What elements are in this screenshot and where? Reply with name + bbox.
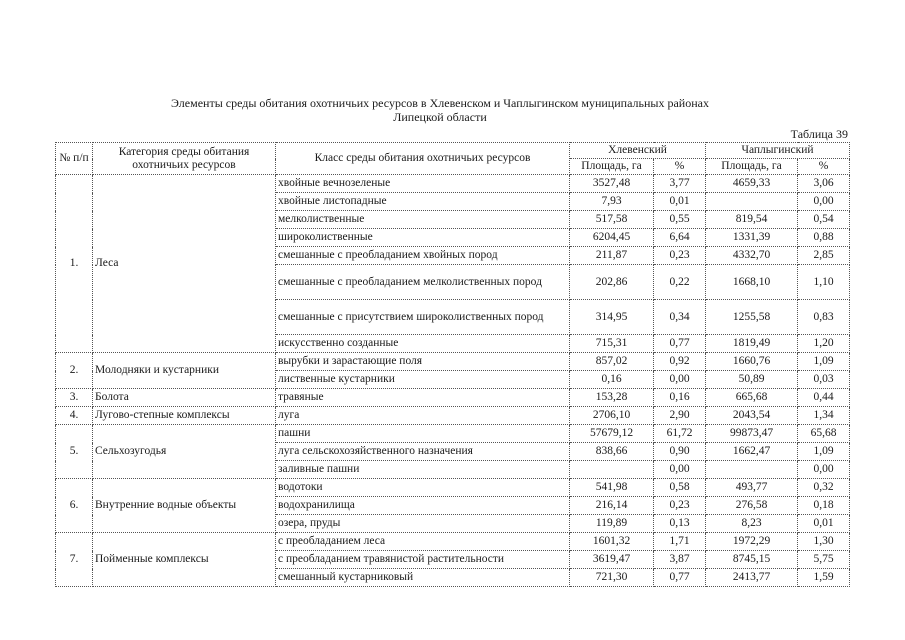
pct-chaplyginsky: 1,34: [798, 407, 850, 425]
pct-chaplyginsky: 0,83: [798, 300, 850, 335]
pct-chaplyginsky: 0,54: [798, 211, 850, 229]
habitat-class: травяные: [276, 389, 570, 407]
area-chaplyginsky: 493,77: [706, 479, 798, 497]
table-row: [56, 389, 850, 407]
area-chaplyginsky: 1972,29: [706, 533, 798, 551]
area-khlevensky: 3527,48: [570, 175, 654, 193]
habitat-class: водохранилища: [276, 497, 570, 515]
table-row: [56, 425, 850, 443]
habitat-class: вырубки и зарастающие поля: [276, 353, 570, 371]
header-class: Класс среды обитания охотничьих ресурсов: [276, 143, 570, 175]
pct-khlevensky: 0,23: [654, 497, 706, 515]
pct-chaplyginsky: 0,00: [798, 193, 850, 211]
area-chaplyginsky: [706, 193, 798, 211]
pct-chaplyginsky: 0,44: [798, 389, 850, 407]
habitat-class: смешанный кустарниковый: [276, 569, 570, 587]
area-khlevensky: 314,95: [570, 300, 654, 335]
area-khlevensky: 517,58: [570, 211, 654, 229]
area-chaplyginsky: 4332,70: [706, 247, 798, 265]
pct-khlevensky: 0,22: [654, 265, 706, 300]
habitat-class: широколиственные: [276, 229, 570, 247]
page-title: [80, 96, 800, 124]
area-khlevensky: 838,66: [570, 443, 654, 461]
area-khlevensky: 202,86: [570, 265, 654, 300]
area-khlevensky: 216,14: [570, 497, 654, 515]
area-chaplyginsky: 8,23: [706, 515, 798, 533]
header-no: № п/п: [56, 143, 93, 175]
habitat-class: заливные пашни: [276, 461, 570, 479]
pct-khlevensky: 0,77: [654, 335, 706, 353]
area-khlevensky: 1601,32: [570, 533, 654, 551]
pct-chaplyginsky: 65,68: [798, 425, 850, 443]
area-chaplyginsky: 50,89: [706, 371, 798, 389]
area-khlevensky: 6204,45: [570, 229, 654, 247]
table-row: [56, 533, 850, 551]
habitat-class: смешанные с присутствием широколиственных пород: [276, 300, 570, 335]
header-district-chaplyginsky: Чаплыгинский: [706, 143, 850, 159]
pct-khlevensky: 0,58: [654, 479, 706, 497]
pct-chaplyginsky: 0,01: [798, 515, 850, 533]
group-category: Пойменные комплексы: [93, 533, 276, 587]
pct-chaplyginsky: 5,75: [798, 551, 850, 569]
header-category: Категория среды обитания охотничьих ресурсов: [93, 143, 276, 175]
pct-chaplyginsky: 1,59: [798, 569, 850, 587]
pct-khlevensky: 0,00: [654, 461, 706, 479]
table-body: [56, 175, 850, 587]
pct-chaplyginsky: 0,03: [798, 371, 850, 389]
habitat-class: хвойные листопадные: [276, 193, 570, 211]
pct-khlevensky: 3,77: [654, 175, 706, 193]
area-khlevensky: 2706,10: [570, 407, 654, 425]
pct-chaplyginsky: 0,88: [798, 229, 850, 247]
area-chaplyginsky: 1668,10: [706, 265, 798, 300]
pct-khlevensky: 61,72: [654, 425, 706, 443]
habitat-class: лиственные кустарники: [276, 371, 570, 389]
area-khlevensky: 153,28: [570, 389, 654, 407]
habitat-class: смешанные с преобладанием мелколиственных пород: [276, 265, 570, 300]
pct-khlevensky: 0,90: [654, 443, 706, 461]
group-number: 4.: [56, 407, 93, 425]
group-number: 7.: [56, 533, 93, 587]
group-category: Сельхозугодья: [93, 425, 276, 479]
table-row: [56, 479, 850, 497]
area-chaplyginsky: 1331,39: [706, 229, 798, 247]
group-number: 1.: [56, 175, 93, 353]
pct-khlevensky: 0,92: [654, 353, 706, 371]
area-khlevensky: 541,98: [570, 479, 654, 497]
area-khlevensky: 857,02: [570, 353, 654, 371]
group-number: 3.: [56, 389, 93, 407]
pct-chaplyginsky: 0,18: [798, 497, 850, 515]
header-pct-2: %: [798, 159, 850, 175]
pct-khlevensky: 0,23: [654, 247, 706, 265]
pct-chaplyginsky: 0,32: [798, 479, 850, 497]
area-chaplyginsky: 4659,33: [706, 175, 798, 193]
header-pct-1: %: [654, 159, 706, 175]
habitat-class: смешанные с преобладанием хвойных пород: [276, 247, 570, 265]
pct-khlevensky: 3,87: [654, 551, 706, 569]
pct-khlevensky: 1,71: [654, 533, 706, 551]
pct-chaplyginsky: 2,85: [798, 247, 850, 265]
pct-khlevensky: 2,90: [654, 407, 706, 425]
group-number: 2.: [56, 353, 93, 389]
pct-chaplyginsky: 1,30: [798, 533, 850, 551]
area-khlevensky: 715,31: [570, 335, 654, 353]
area-khlevensky: 0,16: [570, 371, 654, 389]
habitat-class: с преобладанием леса: [276, 533, 570, 551]
pct-chaplyginsky: 3,06: [798, 175, 850, 193]
pct-khlevensky: 0,55: [654, 211, 706, 229]
pct-khlevensky: 6,64: [654, 229, 706, 247]
pct-chaplyginsky: 1,09: [798, 353, 850, 371]
area-khlevensky: 7,93: [570, 193, 654, 211]
pct-khlevensky: 0,01: [654, 193, 706, 211]
area-khlevensky: [570, 461, 654, 479]
header-area-1: Площадь, га: [570, 159, 654, 175]
group-category: Внутренние водные объекты: [93, 479, 276, 533]
habitat-class: луга: [276, 407, 570, 425]
habitat-class: луга сельскохозяйственного назначения: [276, 443, 570, 461]
area-chaplyginsky: [706, 461, 798, 479]
table-row: [56, 353, 850, 371]
header-district-khlevensky: Хлевенский: [570, 143, 706, 159]
pct-chaplyginsky: 0,00: [798, 461, 850, 479]
area-chaplyginsky: 1660,76: [706, 353, 798, 371]
area-khlevensky: 721,30: [570, 569, 654, 587]
area-khlevensky: 119,89: [570, 515, 654, 533]
table-row: [56, 175, 850, 193]
table-number: Таблица 39: [790, 127, 848, 141]
title-line-1: Элементы среды обитания охотничьих ресурсов в Хлевенском и Чаплыгинском муниципальных районах: [171, 96, 709, 110]
habitat-class: хвойные вечнозеленые: [276, 175, 570, 193]
pct-khlevensky: 0,16: [654, 389, 706, 407]
pct-khlevensky: 0,77: [654, 569, 706, 587]
habitat-class: с преобладанием травянистой растительности: [276, 551, 570, 569]
group-number: 5.: [56, 425, 93, 479]
habitat-table: [55, 142, 850, 587]
area-khlevensky: 211,87: [570, 247, 654, 265]
habitat-class: водотоки: [276, 479, 570, 497]
area-chaplyginsky: 665,68: [706, 389, 798, 407]
group-category: Молодняки и кустарники: [93, 353, 276, 389]
area-chaplyginsky: 2043,54: [706, 407, 798, 425]
group-category: Лугово-степные комплексы: [93, 407, 276, 425]
habitat-class: озера, пруды: [276, 515, 570, 533]
habitat-class: мелколиственные: [276, 211, 570, 229]
area-chaplyginsky: 99873,47: [706, 425, 798, 443]
area-chaplyginsky: 1819,49: [706, 335, 798, 353]
group-category: Леса: [93, 175, 276, 353]
area-chaplyginsky: 1662,47: [706, 443, 798, 461]
table-row: [56, 407, 850, 425]
pct-chaplyginsky: 1,10: [798, 265, 850, 300]
pct-khlevensky: 0,13: [654, 515, 706, 533]
table-header: [56, 143, 850, 175]
area-chaplyginsky: 1255,58: [706, 300, 798, 335]
area-chaplyginsky: 2413,77: [706, 569, 798, 587]
group-number: 6.: [56, 479, 93, 533]
area-khlevensky: 3619,47: [570, 551, 654, 569]
header-area-2: Площадь, га: [706, 159, 798, 175]
title-line-2: Липецкой области: [393, 110, 487, 124]
pct-khlevensky: 0,00: [654, 371, 706, 389]
area-chaplyginsky: 819,54: [706, 211, 798, 229]
pct-chaplyginsky: 1,20: [798, 335, 850, 353]
habitat-class: искусственно созданные: [276, 335, 570, 353]
pct-khlevensky: 0,34: [654, 300, 706, 335]
area-chaplyginsky: 8745,15: [706, 551, 798, 569]
habitat-class: пашни: [276, 425, 570, 443]
area-chaplyginsky: 276,58: [706, 497, 798, 515]
group-category: Болота: [93, 389, 276, 407]
area-khlevensky: 57679,12: [570, 425, 654, 443]
pct-chaplyginsky: 1,09: [798, 443, 850, 461]
